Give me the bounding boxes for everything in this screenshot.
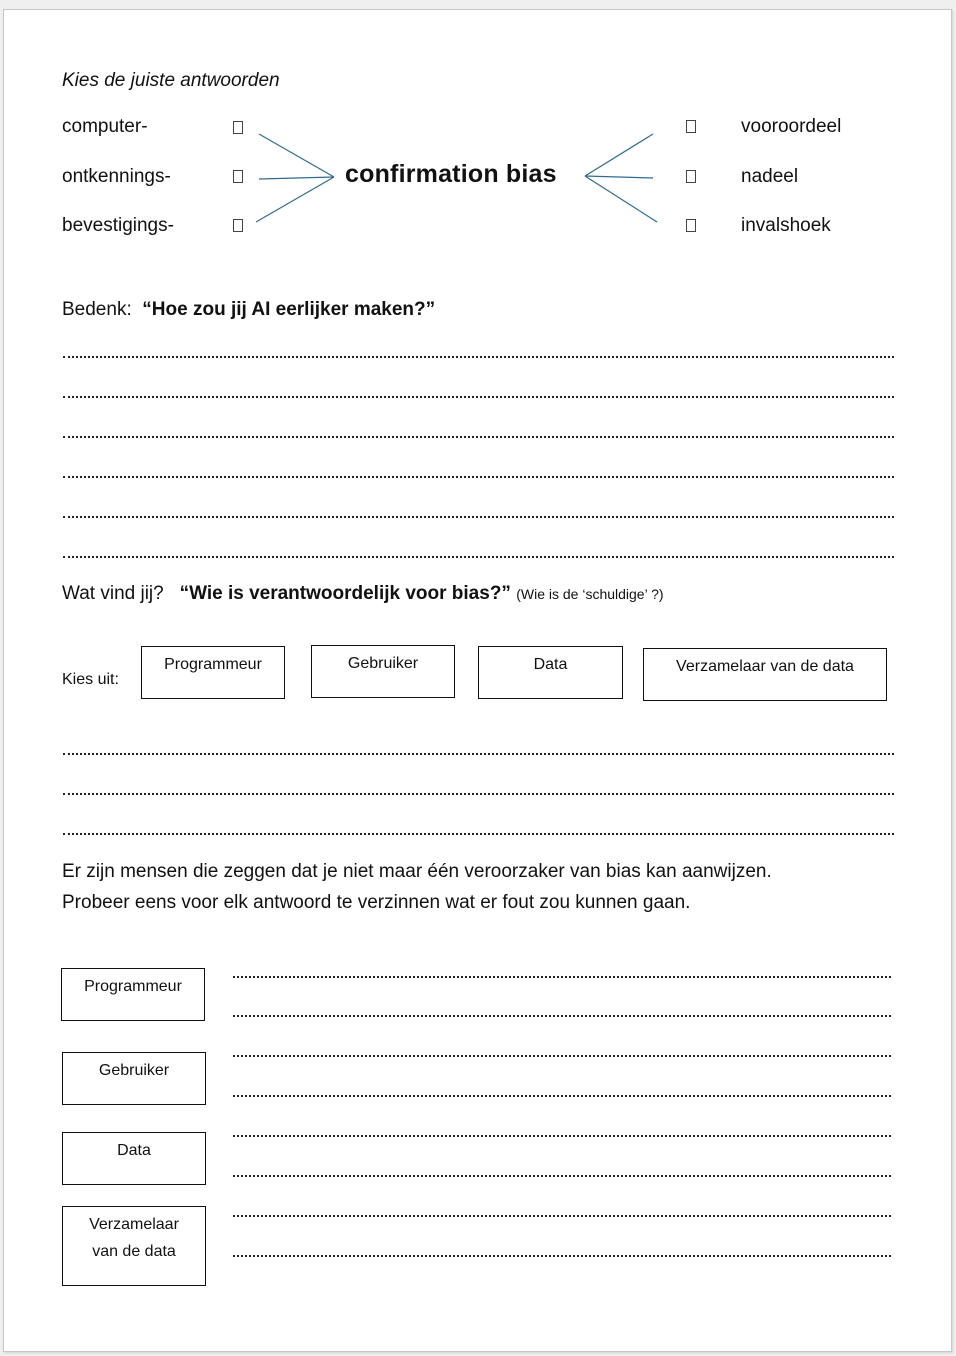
connector-line-invalshoek (585, 176, 657, 222)
item-label: Verzamelaar (89, 1216, 179, 1233)
exercise2-question-text: “Hoe zou jij AI eerlijker maken?” (142, 299, 436, 320)
choice-label: Programmeur (164, 656, 262, 673)
exercise4-paragraph-line2: Probeer eens voor elk antwoord te verzinnen wat er fout zou kunnen gaan. (62, 892, 691, 913)
connector-line-nadeel (585, 176, 653, 178)
right-option-invalshoek: invalshoek (741, 215, 831, 236)
item-box-data (62, 1132, 206, 1185)
item-label-line2: van de data (92, 1243, 176, 1260)
right-option-nadeel: nadeel (741, 166, 799, 187)
exercise4-paragraph-line1: Er zijn mensen die zeggen dat je niet maar één veroorzaker van bias kan aanwijzen. (62, 861, 772, 882)
worksheet-page (3, 9, 952, 1352)
choice-data[interactable] (478, 646, 623, 699)
center-term: confirmation bias (345, 160, 557, 188)
choice-label: Gebruiker (347, 655, 419, 672)
exercise3-prefix: Wat vind jij? (62, 583, 164, 604)
connector-line-bevestigings (256, 177, 334, 222)
exercise2-prefix: Bedenk: (62, 299, 132, 320)
exercise1-instruction: Kies de juiste antwoorden (62, 70, 280, 91)
item-answer-line[interactable] (233, 1095, 891, 1097)
exercise3-question (62, 583, 664, 605)
answer-line[interactable] (63, 396, 894, 398)
choose-label: Kies uit: (62, 671, 119, 688)
answer-line[interactable] (63, 356, 894, 358)
connector-line-ontkennings (259, 177, 334, 179)
choice-programmeur[interactable] (141, 646, 285, 699)
right-option-vooroordeel: vooroordeel (741, 116, 842, 137)
answer-line[interactable] (63, 516, 894, 518)
choice-verzamelaar[interactable] (643, 648, 887, 701)
item-answer-line[interactable] (233, 1135, 891, 1137)
left-option-ontkennings: ontkennings- (62, 166, 171, 187)
item-answer-line[interactable] (233, 1175, 891, 1177)
exercise3-question-text: “Wie is verantwoordelijk voor bias?” (179, 583, 511, 604)
answer-line[interactable] (63, 556, 894, 558)
answer-line[interactable] (63, 793, 894, 795)
answer-line[interactable] (63, 753, 894, 755)
choice-label: Verzamelaar van de data (676, 658, 854, 675)
exercise2-question (62, 299, 435, 321)
item-label: Gebruiker (98, 1062, 170, 1079)
item-answer-line[interactable] (233, 976, 891, 978)
left-option-computer: computer- (62, 116, 148, 137)
choice-gebruiker[interactable] (311, 645, 455, 698)
connector-line-vooroordeel (585, 134, 653, 176)
answer-line[interactable] (63, 833, 894, 835)
item-box-programmeur (61, 968, 205, 1021)
item-box-gebruiker (62, 1052, 206, 1105)
exercise3-note: (Wie is de ‘schuldige’ ?) (516, 586, 664, 602)
item-answer-line[interactable] (233, 1215, 891, 1217)
connector-lines (4, 10, 953, 310)
item-answer-line[interactable] (233, 1015, 891, 1017)
item-answer-line[interactable] (233, 1055, 891, 1057)
item-box-verzamelaar (62, 1206, 206, 1286)
item-label: Data (117, 1142, 151, 1159)
connector-line-computer (259, 134, 334, 177)
answer-line[interactable] (63, 476, 894, 478)
answer-line[interactable] (63, 436, 894, 438)
item-answer-line[interactable] (233, 1255, 891, 1257)
item-label: Programmeur (84, 978, 182, 995)
left-option-bevestigings: bevestigings- (62, 215, 174, 236)
choice-label: Data (533, 656, 568, 673)
